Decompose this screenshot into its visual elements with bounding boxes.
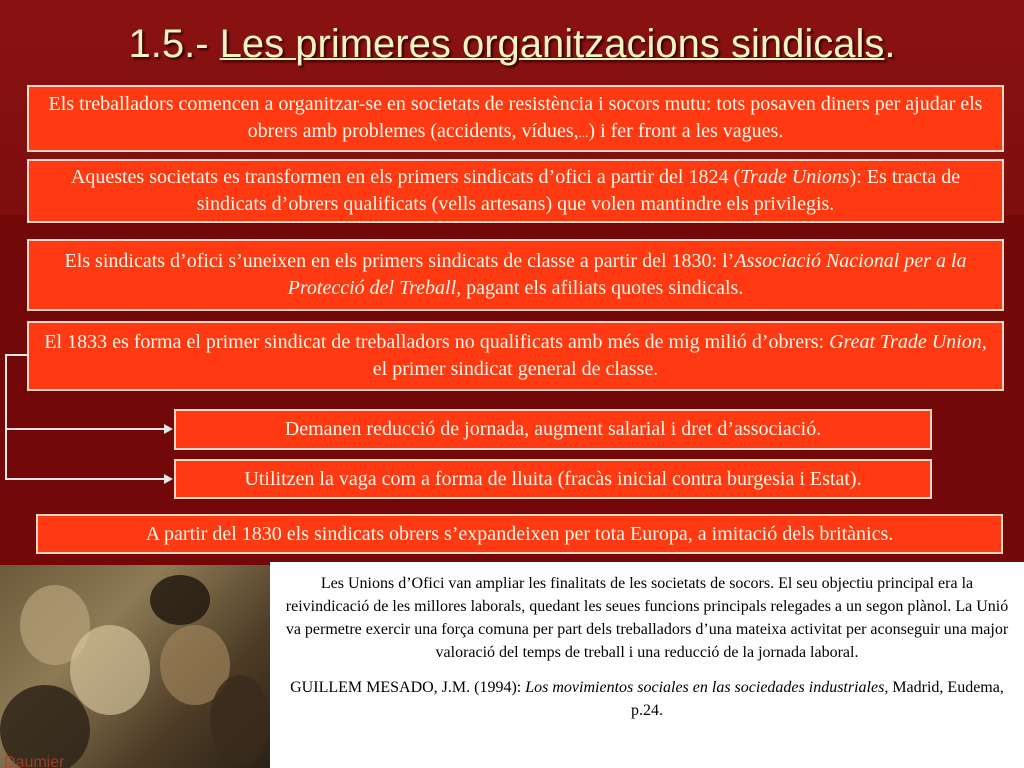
title-end: . — [884, 22, 896, 66]
box-great-trade-union-pre: El 1833 es forma el primer sindicat de treballadors no qualificats amb més de mig milió d’obrers: — [44, 331, 830, 353]
box-trade-unions-em: Trade Unions — [740, 166, 850, 188]
connector-vertical — [5, 354, 7, 480]
arrow-right-icon — [164, 424, 173, 434]
box-mutual-societies — [27, 85, 1004, 152]
box-trade-unions — [27, 159, 1004, 223]
quote-text: Les Unions d’Ofici van ampliar les finalitats de les societats de socors. El seu objectiu principal era la reivindicació de les millores laborals, quedant les seues funcions principals relegades a un segon plànol. La Unió va permetre exercir una força comuna per part dels treballadors d’una mateixa activitat per aconseguir una major valoració del temps de treball i una reducció de la jornada laboral. — [285, 575, 1009, 661]
painting-signature: Daumier — [4, 754, 65, 768]
box-mutual-societies-end: ) i fer front a les vagues. — [588, 120, 784, 142]
box-expansion-europe — [36, 514, 1003, 554]
box-mutual-societies-ellipsis: ... — [578, 125, 589, 140]
box-mutual-societies-text: Els treballadors comencen a organitzar-se en societats de resistència i socors mutu: tots posaven diners per ajudar els obrers amb problemes (accidents, vídues, — [48, 93, 983, 142]
box-great-trade-union-em: Great Trade Union — [829, 331, 982, 353]
daumier-painting — [0, 565, 270, 768]
box-strike-text: Utilitzen la vaga com a forma de lluita (fracàs inicial contra burgesia i Estat). — [244, 467, 862, 490]
box-expansion-europe-text: A partir del 1830 els sindicats obrers s’expandeixen per tota Europa, a imitació dels britànics. — [145, 522, 894, 545]
box-class-unions-post: , pagant els afiliats quotes sindicals. — [456, 277, 744, 299]
quote-citation — [280, 676, 1014, 722]
box-great-trade-union — [27, 321, 1004, 391]
box-class-unions-pre: Els sindicats d’ofici s’uneixen en els primers sindicats de classe a partir del 1830: l’ — [64, 250, 735, 272]
connector-arrow-1-line — [5, 428, 165, 430]
painting-figure — [70, 625, 150, 715]
slide-title — [0, 18, 1024, 70]
box-strike — [174, 459, 932, 499]
connector-top — [5, 354, 27, 356]
box-trade-unions-post: ): Es tracta de sindicats d’obrers qualificats (vells artesans) que volen mantindre els privilegis. — [196, 166, 961, 215]
title-number: 1.5.- — [128, 22, 220, 66]
citation-title: Los movimientos sociales en las sociedades industriales — [525, 679, 885, 696]
box-class-unions — [27, 239, 1004, 311]
citation-author: GUILLEM MESADO, J.M. (1994): — [290, 679, 526, 696]
box-class-unions-em: Associació Nacional per a la Protecció del Treball — [287, 250, 967, 299]
box-great-trade-union-post: , el primer sindicat general de classe. — [372, 331, 987, 380]
box-demands — [174, 409, 932, 450]
painting-figure — [210, 675, 270, 765]
arrow-right-icon — [164, 474, 173, 484]
title-text: Les primeres organitzacions sindicals — [219, 22, 885, 66]
box-trade-unions-pre: Aquestes societats es transformen en els primers sindicats d’ofici a partir del 1824 ( — [70, 166, 741, 188]
citation-rest: , Madrid, Eudema, p.24. — [631, 679, 1004, 719]
quote-box — [270, 562, 1024, 768]
connector-arrow-2-line — [5, 478, 165, 480]
painting-hat — [150, 575, 210, 625]
box-demands-text: Demanen reducció de jornada, augment salarial i dret d’associació. — [284, 418, 822, 440]
